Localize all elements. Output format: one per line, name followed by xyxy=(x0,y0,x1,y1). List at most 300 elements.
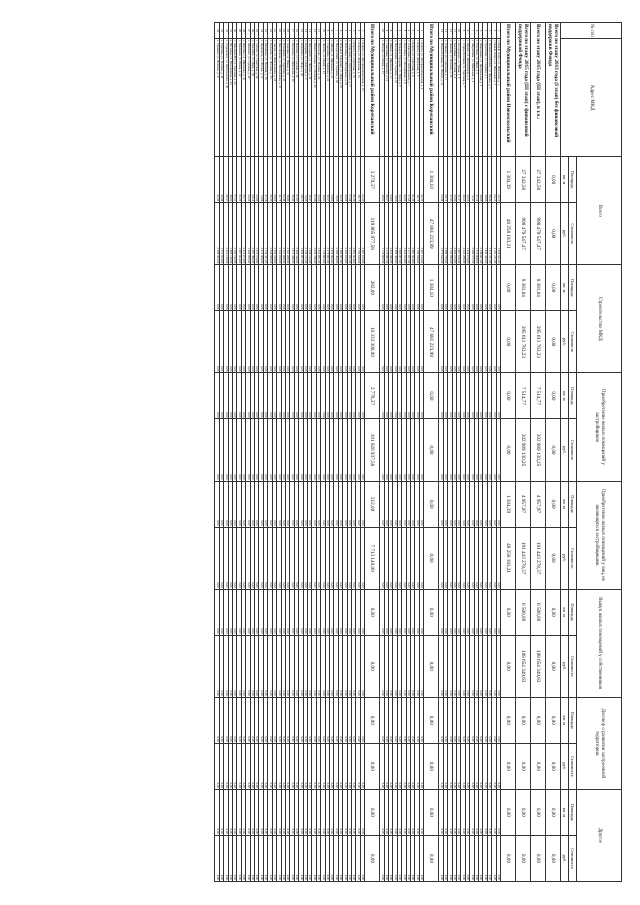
row-number: 12 xyxy=(312,23,316,39)
row-value: 0,00 xyxy=(255,789,259,835)
total-row xyxy=(516,23,531,882)
row-value: 0,00 xyxy=(290,373,294,419)
row-value: 0,00 xyxy=(492,265,496,311)
row-number: 22 xyxy=(268,23,272,39)
row-total-area: 74,26 xyxy=(303,157,307,203)
row-value: 0,00 xyxy=(285,265,289,311)
row-value: 0,00 xyxy=(402,527,406,589)
row-value: 0,00 xyxy=(290,697,294,743)
row-address: с. Киселёвка, ул. Луговая, д. 9 xyxy=(452,39,456,157)
row-value: 0,00 xyxy=(281,789,285,835)
row-total-area: 62,30 xyxy=(360,157,364,203)
row-number: 3 xyxy=(411,23,415,39)
row-value: 0,00 xyxy=(461,743,465,789)
row-total-area: 53,48 xyxy=(439,157,443,203)
row-value: 0,00 xyxy=(474,311,478,373)
row-total-cost: 2 424 924,00 xyxy=(402,203,406,265)
row-value: 0,00 xyxy=(255,589,259,635)
row-value: 0,00 xyxy=(215,589,219,635)
row-value: 0,00 xyxy=(389,481,393,527)
row-value: 0,00 xyxy=(303,419,307,481)
row-value: 0,00 xyxy=(496,789,500,835)
row-value: 0,00 xyxy=(439,743,443,789)
row-value: 0,00 xyxy=(439,789,443,835)
row-value: 0,00 xyxy=(215,743,219,789)
row-value: 0,00 xyxy=(487,265,491,311)
row-value: 0,00 xyxy=(496,743,500,789)
row-address: с. Проходное, ул. Лесная, д. 26 xyxy=(307,39,311,157)
row-value: 0,00 xyxy=(215,265,219,311)
table-row xyxy=(492,23,496,882)
row-total-cost: 2 514 218,00 xyxy=(224,203,228,265)
row-value: 0,00 xyxy=(470,311,474,373)
row-value: 0,00 xyxy=(312,835,316,881)
row-value: 0,00 xyxy=(259,635,263,697)
unit-area: кв. м xyxy=(561,481,569,527)
total-value: 0,00 xyxy=(501,789,516,835)
row-value: 0,00 xyxy=(465,419,469,481)
row-number: 7 xyxy=(393,23,397,39)
row-value: 0,00 xyxy=(241,373,245,419)
row-value: 0,00 xyxy=(241,697,245,743)
row-address: с. Терновка, ул. Луговая, д. 46 xyxy=(219,39,223,157)
row-address: с. Львовка, ул. Полевая, д. 10 xyxy=(448,39,452,157)
row-address: г. Короча, ул. Дорожная, д. 5 xyxy=(415,39,419,157)
row-total-area: 59,37 xyxy=(325,157,329,203)
sub-cost: Стоимость xyxy=(569,311,577,373)
row-value: 0,00 xyxy=(384,835,388,881)
total-value: 0,00 xyxy=(531,697,546,743)
total-value: 27 342,58 xyxy=(516,157,531,203)
row-value: 0,00 xyxy=(456,589,460,635)
row-total-area: 81,20 xyxy=(352,157,356,203)
row-value: 0,00 xyxy=(474,589,478,635)
row-value: 0,00 xyxy=(263,481,267,527)
total-row xyxy=(365,23,380,882)
row-value: 0,00 xyxy=(290,419,294,481)
table-row xyxy=(307,23,311,882)
row-value: 0,00 xyxy=(228,481,232,527)
row-value: 0,00 xyxy=(474,419,478,481)
table-row xyxy=(250,23,254,882)
row-value: 0,00 xyxy=(316,635,320,697)
row-value: 0,00 xyxy=(470,697,474,743)
row-value: 0,00 xyxy=(263,743,267,789)
row-value: 0,00 xyxy=(487,589,491,635)
row-value: 0,00 xyxy=(215,481,219,527)
row-value: 0,00 xyxy=(384,311,388,373)
row-value: 0,00 xyxy=(439,527,443,589)
table-row xyxy=(294,23,298,882)
row-value: 0,00 xyxy=(360,527,364,589)
row-value: 0,00 xyxy=(347,835,351,881)
row-value: 0,00 xyxy=(443,697,447,743)
row-value: 0,00 xyxy=(312,527,316,589)
row-number: 17 xyxy=(290,23,294,39)
row-value: 0,00 xyxy=(250,589,254,635)
row-total-area: 60,12 xyxy=(250,157,254,203)
row-value: 0,00 xyxy=(411,419,415,481)
row-value: 0,00 xyxy=(465,311,469,373)
row-value: 0,00 xyxy=(334,373,338,419)
row-value: 0,00 xyxy=(483,743,487,789)
row-value: 0,00 xyxy=(393,697,397,743)
row-value: 0,00 xyxy=(268,419,272,481)
row-total-area: 62,59 xyxy=(215,157,219,203)
table-row xyxy=(415,23,419,882)
row-value: 0,00 xyxy=(272,527,276,589)
row-total-cost: 2 242 789,00 xyxy=(312,203,316,265)
row-address: г. Короча, ул. Советская, д. 6 xyxy=(411,39,415,157)
sub-area: Площадь xyxy=(569,789,577,835)
row-total-area: 55,30 xyxy=(268,157,272,203)
row-value: 0,00 xyxy=(397,265,401,311)
row-address: с. Кощеево, ул. Советская, д. 27 xyxy=(303,39,307,157)
table-row xyxy=(347,23,351,882)
row-value: 0,00 xyxy=(487,697,491,743)
row-value: 0,00 xyxy=(312,743,316,789)
total-value: 0,00 xyxy=(546,589,561,635)
row-value: 0,00 xyxy=(487,481,491,527)
row-value: 0,00 xyxy=(393,835,397,881)
row-value: 0,00 xyxy=(415,311,419,373)
row-value: 0,00 xyxy=(259,743,263,789)
row-value: 0,00 xyxy=(219,265,223,311)
total-row xyxy=(546,23,561,882)
row-value: 0,00 xyxy=(456,635,460,697)
row-value: 0,00 xyxy=(219,373,223,419)
row-value: 0,00 xyxy=(241,589,245,635)
row-total-area: 66,04 xyxy=(402,157,406,203)
row-value: 0,00 xyxy=(233,835,237,881)
row-value: 0,00 xyxy=(397,635,401,697)
row-number: 7 xyxy=(470,23,474,39)
row-value: 0,00 xyxy=(448,265,452,311)
total-value: 101 820 937,58 xyxy=(365,419,380,481)
row-value: 0,00 xyxy=(263,697,267,743)
row-value: 0,00 xyxy=(443,743,447,789)
row-value: 0,00 xyxy=(330,697,334,743)
row-value: 0,00 xyxy=(330,635,334,697)
row-value: 0,00 xyxy=(334,589,338,635)
row-total-area: 54,92 xyxy=(389,157,393,203)
total-value: 0,00 xyxy=(424,481,439,527)
row-value: 0,00 xyxy=(233,697,237,743)
row-total-cost: 1 574 554,00 xyxy=(219,203,223,265)
row-value: 0,00 xyxy=(461,419,465,481)
row-value: 0,00 xyxy=(360,635,364,697)
total-value: 7 514,77 xyxy=(531,373,546,419)
row-total-cost: 2 016 582,00 xyxy=(389,203,393,265)
row-address: с. Бехтеевка, ул. Молодёжная, д. 18 xyxy=(343,39,347,157)
row-value: 0,00 xyxy=(397,311,401,373)
row-value: 0,00 xyxy=(224,419,228,481)
row-address: с. Шараповка, ул. Школьная, д. 4 xyxy=(470,39,474,157)
row-value: 0,00 xyxy=(496,481,500,527)
row-number: 21 xyxy=(272,23,276,39)
row-value: 0,00 xyxy=(281,697,285,743)
table-row xyxy=(452,23,456,882)
row-value: 0,00 xyxy=(255,743,259,789)
row-address: с. Погореловка, ул. Садовая, д. 20 xyxy=(334,39,338,157)
row-value: 0,00 xyxy=(406,373,410,419)
row-value: 0,00 xyxy=(448,481,452,527)
row-address: с. Правороть, ул. Лесная, д. 37 xyxy=(259,39,263,157)
row-value: 0,00 xyxy=(285,311,289,373)
row-number: 5 xyxy=(343,23,347,39)
row-value: 0,00 xyxy=(474,743,478,789)
row-value: 0,00 xyxy=(461,527,465,589)
row-value: 0,00 xyxy=(250,265,254,311)
row-value: 0,00 xyxy=(461,697,465,743)
row-total-cost: 1 790 040,00 xyxy=(356,203,360,265)
row-value: 0,00 xyxy=(456,265,460,311)
row-value: 0,00 xyxy=(255,527,259,589)
row-value: 0,00 xyxy=(492,697,496,743)
table-row xyxy=(360,23,364,882)
row-value: 0,00 xyxy=(397,481,401,527)
row-value: 0,00 xyxy=(307,481,311,527)
row-value: 0,00 xyxy=(492,481,496,527)
header-pur-new: Приобретение жилых помещений у застройщиков xyxy=(577,373,622,481)
row-value: 0,00 xyxy=(411,373,415,419)
row-value: 0,00 xyxy=(259,419,263,481)
row-value: 0,00 xyxy=(237,419,241,481)
row-total-cost: 2 207 496,00 xyxy=(250,203,254,265)
row-value: 0,00 xyxy=(299,743,303,789)
row-total-area: 57,21 xyxy=(233,157,237,203)
row-number: 29 xyxy=(237,23,241,39)
row-value: 0,00 xyxy=(263,527,267,589)
total-value: 0,00 xyxy=(424,697,439,743)
row-value: 0,00 xyxy=(406,789,410,835)
row-value: 0,00 xyxy=(456,419,460,481)
row-address: с. Ковылёно, ул. Мира, д. 28 xyxy=(299,39,303,157)
row-value: 0,00 xyxy=(316,527,320,589)
row-number: 3 xyxy=(487,23,491,39)
row-address: г. Короча, ул. Интернациональная, д. 14 xyxy=(360,39,364,157)
row-address: с. Песчанка, ул. Молодёжная, д. 44 xyxy=(228,39,232,157)
row-value: 0,00 xyxy=(492,835,496,881)
row-value: 0,00 xyxy=(299,589,303,635)
row-address: с. Великомихайловка, ул. Ленина, д. 5 xyxy=(487,39,491,157)
unit-cost: руб. xyxy=(561,527,569,589)
row-value: 0,00 xyxy=(393,527,397,589)
row-value: 0,00 xyxy=(290,789,294,835)
row-number: 2 xyxy=(356,23,360,39)
row-value: 0,00 xyxy=(380,589,384,635)
row-value: 0,00 xyxy=(465,481,469,527)
unit-area: кв. м xyxy=(561,789,569,835)
row-value: 0,00 xyxy=(338,589,342,635)
row-total-cost: 1 533 030,00 xyxy=(277,203,281,265)
row-address: с. Липовый Лог, ул. Заречная, д. 43 xyxy=(233,39,237,157)
row-value: 0,00 xyxy=(496,697,500,743)
row-value: 0,00 xyxy=(285,589,289,635)
table-row xyxy=(384,23,388,882)
row-value: 0,00 xyxy=(443,835,447,881)
row-total-cost: 1 763 096,00 xyxy=(448,203,452,265)
total-value: 0,00 xyxy=(424,635,439,697)
table-row xyxy=(325,23,329,882)
row-value: 0,00 xyxy=(439,481,443,527)
row-value: 0,00 xyxy=(478,635,482,697)
table-row xyxy=(299,23,303,882)
header-transfer: Договор о развитии застроенной территории xyxy=(577,697,622,789)
row-value: 0,00 xyxy=(452,311,456,373)
row-value: 0,00 xyxy=(402,311,406,373)
row-value: 0,00 xyxy=(356,835,360,881)
row-value: 0,00 xyxy=(352,743,356,789)
row-value: 0,00 xyxy=(290,311,294,373)
row-address: с. Богородское, ул. Новая, д. 8 xyxy=(456,39,460,157)
row-value: 0,00 xyxy=(496,419,500,481)
row-value: 0,00 xyxy=(483,527,487,589)
row-value: 0,00 xyxy=(325,635,329,697)
row-value: 0,00 xyxy=(492,527,496,589)
row-number: 1 xyxy=(360,23,364,39)
row-value: 0,00 xyxy=(316,789,320,835)
row-value: 0,00 xyxy=(255,265,259,311)
row-value: 0,00 xyxy=(290,743,294,789)
row-value: 0,00 xyxy=(380,481,384,527)
row-value: 0,00 xyxy=(478,481,482,527)
table-row xyxy=(443,23,447,882)
row-value: 0,00 xyxy=(290,589,294,635)
row-number: 23 xyxy=(263,23,267,39)
row-value: 0,00 xyxy=(233,743,237,789)
sub-cost: Стоимость xyxy=(569,419,577,481)
sub-area: Площадь xyxy=(569,373,577,419)
row-total-cost: 2 016 582,00 xyxy=(330,203,334,265)
row-address: г. Короча, ул. Дорожная, д. 15 xyxy=(356,39,360,157)
row-value: 0,00 xyxy=(325,419,329,481)
table-row xyxy=(241,23,245,882)
row-value: 0,00 xyxy=(259,481,263,527)
table-row xyxy=(397,23,401,882)
row-value: 0,00 xyxy=(415,835,419,881)
row-value: 0,00 xyxy=(255,373,259,419)
row-value: 0,00 xyxy=(474,697,478,743)
row-value: 0,00 xyxy=(237,527,241,589)
row-value: 0,00 xyxy=(255,697,259,743)
row-total-cost: 2 287 613,00 xyxy=(360,203,364,265)
row-value: 0,00 xyxy=(478,311,482,373)
row-value: 0,00 xyxy=(241,419,245,481)
row-number: 33 xyxy=(219,23,223,39)
row-value: 0,00 xyxy=(330,527,334,589)
row-value: 0,00 xyxy=(246,311,250,373)
row-value: 0,00 xyxy=(228,419,232,481)
row-total-cost: 1 718 805,00 xyxy=(380,203,384,265)
row-value: 0,00 xyxy=(246,635,250,697)
row-value: 0,00 xyxy=(411,265,415,311)
row-address: с. Поповка, ул. Школьная, д. 41 xyxy=(241,39,245,157)
row-value: 0,00 xyxy=(487,419,491,481)
row-value: 0,00 xyxy=(448,419,452,481)
row-value: 0,00 xyxy=(224,589,228,635)
row-number: 13 xyxy=(443,23,447,39)
total-value: 0,00 xyxy=(365,789,380,835)
row-value: 0,00 xyxy=(250,697,254,743)
row-value: 0,00 xyxy=(330,419,334,481)
row-number: 9 xyxy=(384,23,388,39)
total-value: 0,00 xyxy=(424,589,439,635)
row-number: 19 xyxy=(281,23,285,39)
row-total-cost: 1 585 907,00 xyxy=(338,203,342,265)
row-value: 0,00 xyxy=(456,481,460,527)
row-value: 0,00 xyxy=(384,419,388,481)
row-total-area: 51,95 xyxy=(237,157,241,203)
row-value: 0,00 xyxy=(343,265,347,311)
total-value: 0,00 xyxy=(501,589,516,635)
row-value: 0,00 xyxy=(325,311,329,373)
row-total-area: 66,04 xyxy=(343,157,347,203)
row-value: 0,00 xyxy=(325,373,329,419)
row-value: 0,00 xyxy=(268,589,272,635)
total-value: 0,00 xyxy=(546,157,561,203)
row-value: 0,00 xyxy=(492,635,496,697)
total-value: 2 778,37 xyxy=(365,373,380,419)
row-value: 0,00 xyxy=(312,697,316,743)
row-value: 0,00 xyxy=(492,789,496,835)
row-value: 0,00 xyxy=(299,789,303,835)
row-value: 0,00 xyxy=(233,265,237,311)
header-pur-old: Приобретение жилых помещений у лиц, не являющихся застройщиками xyxy=(577,481,622,589)
row-value: 0,00 xyxy=(228,635,232,697)
row-value: 0,00 xyxy=(255,481,259,527)
row-value: 0,00 xyxy=(470,835,474,881)
row-value: 0,00 xyxy=(478,743,482,789)
row-value: 0,00 xyxy=(347,419,351,481)
row-value: 0,00 xyxy=(294,419,298,481)
total-value: 0,00 xyxy=(501,265,516,311)
row-value: 0,00 xyxy=(419,589,423,635)
row-address: с. Погореловка, ул. Садовая, д. 10 xyxy=(393,39,397,157)
row-value: 0,00 xyxy=(411,311,415,373)
row-value: 0,00 xyxy=(452,265,456,311)
row-value: 0,00 xyxy=(448,789,452,835)
row-number: 14 xyxy=(439,23,443,39)
row-value: 0,00 xyxy=(330,373,334,419)
row-value: 0,00 xyxy=(241,835,245,881)
row-value: 0,00 xyxy=(330,481,334,527)
row-value: 0,00 xyxy=(465,697,469,743)
row-value: 0,00 xyxy=(483,419,487,481)
row-value: 0,00 xyxy=(237,789,241,835)
total-row xyxy=(531,23,546,882)
row-value: 0,00 xyxy=(456,743,460,789)
row-value: 0,00 xyxy=(299,311,303,373)
row-value: 0,00 xyxy=(316,589,320,635)
row-value: 0,00 xyxy=(393,635,397,697)
table-row xyxy=(224,23,228,882)
row-value: 0,00 xyxy=(389,835,393,881)
row-value: 0,00 xyxy=(228,697,232,743)
table-row xyxy=(402,23,406,882)
row-total-cost: 1 374 060,00 xyxy=(474,203,478,265)
row-value: 0,00 xyxy=(352,481,356,527)
row-value: 0,00 xyxy=(343,373,347,419)
row-value: 0,00 xyxy=(255,635,259,697)
row-value: 0,00 xyxy=(343,589,347,635)
row-total-cost: 1 629 999,00 xyxy=(246,203,250,265)
row-address: с. Старая Безгинка, ул. Заречная, д. 7 xyxy=(461,39,465,157)
row-value: 0,00 xyxy=(389,589,393,635)
row-value: 0,00 xyxy=(281,589,285,635)
row-value: 0,00 xyxy=(290,835,294,881)
row-value: 0,00 xyxy=(356,789,360,835)
